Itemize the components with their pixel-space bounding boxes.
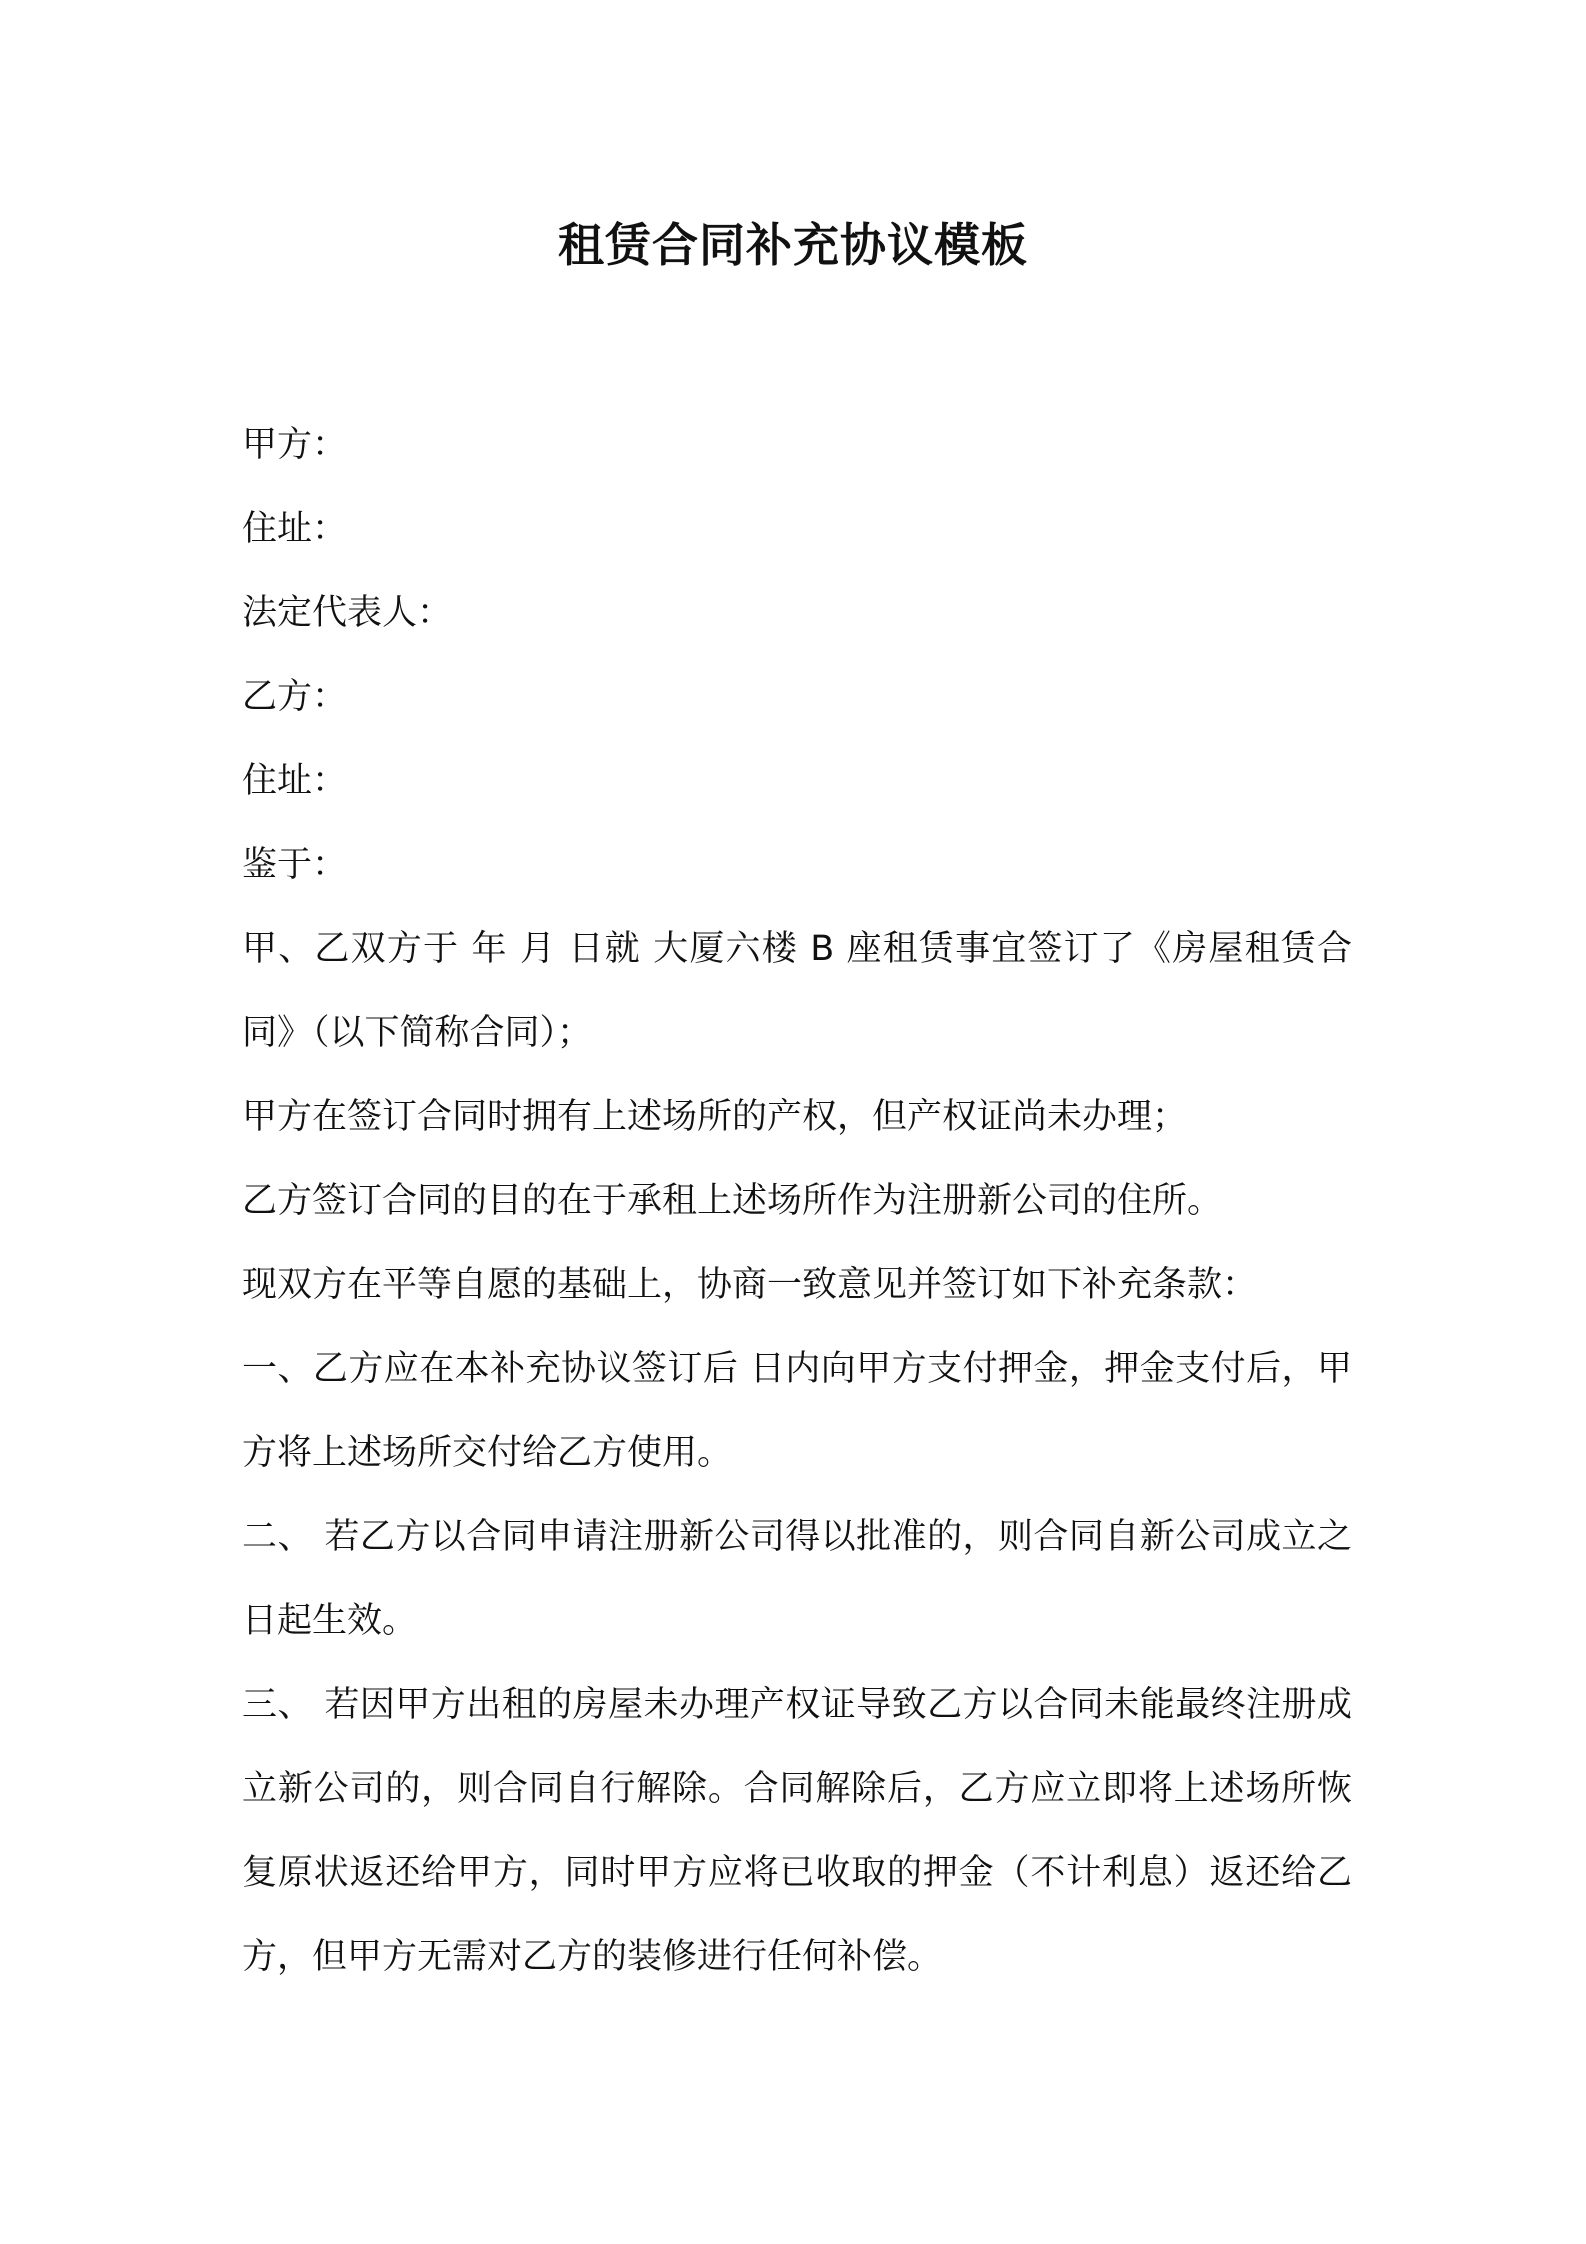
clause-2: 二、 若乙方以合同申请注册新公司得以批准的，则合同自新公司成立之日起生效。	[242, 1517, 1352, 1641]
legal-representative-label: 法定代表人：	[242, 593, 453, 633]
clause-3: 三、 若因甲方出租的房屋未办理产权证导致乙方以合同未能最终注册成立新公司的，则合同自行解除。合同解除后，乙方应立即将上述场所恢复原状返还给甲方，同时甲方应将已收取的押金（不计利息）返还给乙方，但甲方无需对乙方的装修进行任何补偿。	[242, 1685, 1352, 1977]
recital-2: 甲方在签订合同时拥有上述场所的产权，但产权证尚未办理；	[242, 1097, 1188, 1137]
party-a-label: 甲方：	[242, 425, 348, 465]
recital-3: 乙方签订合同的目的在于承租上述场所作为注册新公司的住所。	[242, 1181, 1223, 1221]
clause-1: 一、乙方应在本补充协议签订后 日内向甲方支付押金，押金支付后，甲方将上述场所交付给乙方使用。	[242, 1349, 1352, 1473]
agreement-intro: 现双方在平等自愿的基础上，协商一致意见并签订如下补充条款：	[242, 1265, 1258, 1305]
party-b-address-label: 住址：	[242, 761, 348, 801]
party-b-label: 乙方：	[242, 677, 348, 717]
whereas-label: 鉴于：	[242, 845, 348, 885]
party-a-address-label: 住址：	[242, 509, 348, 549]
document-title: 租赁合同补充协议模板	[558, 218, 1028, 272]
document-body	[242, 403, 1352, 1999]
recital-1: 甲、乙双方于 年 月 日就 大厦六楼 B 座租赁事宜签订了《房屋租赁合同》（以下简称合同）；	[242, 929, 1352, 1053]
